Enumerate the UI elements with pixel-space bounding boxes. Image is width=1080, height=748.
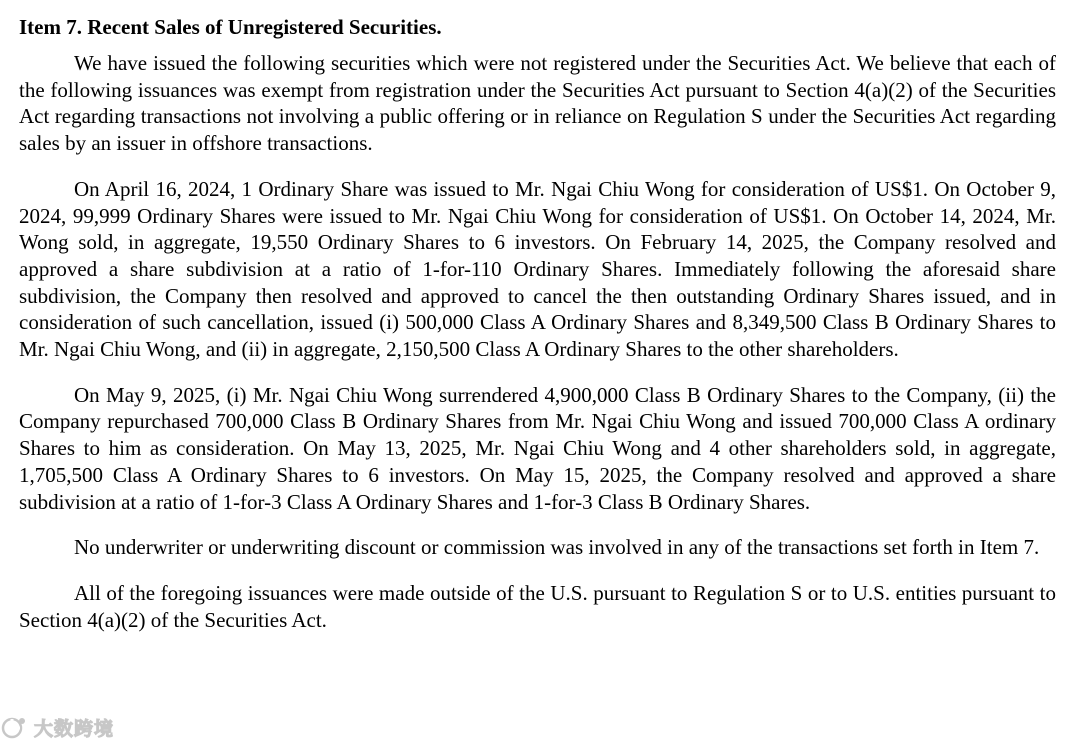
watermark-text: 大数跨境 [34,717,115,740]
paragraph-exemption: We have issued the following securities which were not registered under the Securities Act. We believe that each of the following issuances was exempt from registration under the Securities Act pursuant to Section 4(a)(2) of the Securities Act regarding transactions not involving a public offering or in reliance on Regulation S under the Securities Act regarding sales by an issuer in offshore transactions. [19,51,1056,156]
section-heading: Item 7. Recent Sales of Unregistered Securities. [19,15,442,39]
paragraph-2024-issuances: On April 16, 2024, 1 Ordinary Share was issued to Mr. Ngai Chiu Wong for consideration of US$1. On October 9, 2024, 99,999 Ordinary Shares were issued to Mr. Ngai Chiu Wong for consideration of US$1. On October 14, 2024, Mr. Wong sold, in aggregate, 19,550 Ordinary Shares to 6 investors. On February 14, 2025, the Company resolved and approved a share subdivision at a ratio of 1-for-110 Ordinary Shares. Immediately following the aforesaid share subdivision, the Company then resolved and approved to cancel the then outstanding Ordinary Shares issued, and in consideration of such cancellation, issued (i) 500,000 Class A Ordinary Shares and 8,349,500 Class B Ordinary Shares to Mr. Ngai Chiu Wong, and (ii) in aggregate, 2,150,500 Class A Ordinary Shares to the other shareholders. [19,176,1056,362]
paragraph-no-underwriter: No underwriter or underwriting discount or commission was involved in any of the transactions set forth in Item 7. [74,535,1040,560]
document-body [19,14,1056,652]
watermark [0,712,114,742]
paragraph-2025-transactions: On May 9, 2025, (i) Mr. Ngai Chiu Wong surrendered 4,900,000 Class B Ordinary Shares to the Company, (ii) the Company repurchased 700,000 Class B Ordinary Shares from Mr. Ngai Chiu Wong and issued 700,000 Class A ordinary Shares to him as consideration. On May 13, 2025, Mr. Ngai Chiu Wong and 4 other shareholders sold, in aggregate, 1,705,500 Class A Ordinary Shares to 6 investors. On May 15, 2025, the Company resolved and approved a share subdivision at a ratio of 1-for-3 Class A Ordinary Shares and 1-for-3 Class B Ordinary Shares. [19,382,1056,514]
brand-logo-icon [0,715,28,739]
paragraph-regulation-s: All of the foregoing issuances were made outside of the U.S. pursuant to Regulation S or to U.S. entities pursuant to Section 4(a)(2) of the Securities Act. [19,580,1056,632]
